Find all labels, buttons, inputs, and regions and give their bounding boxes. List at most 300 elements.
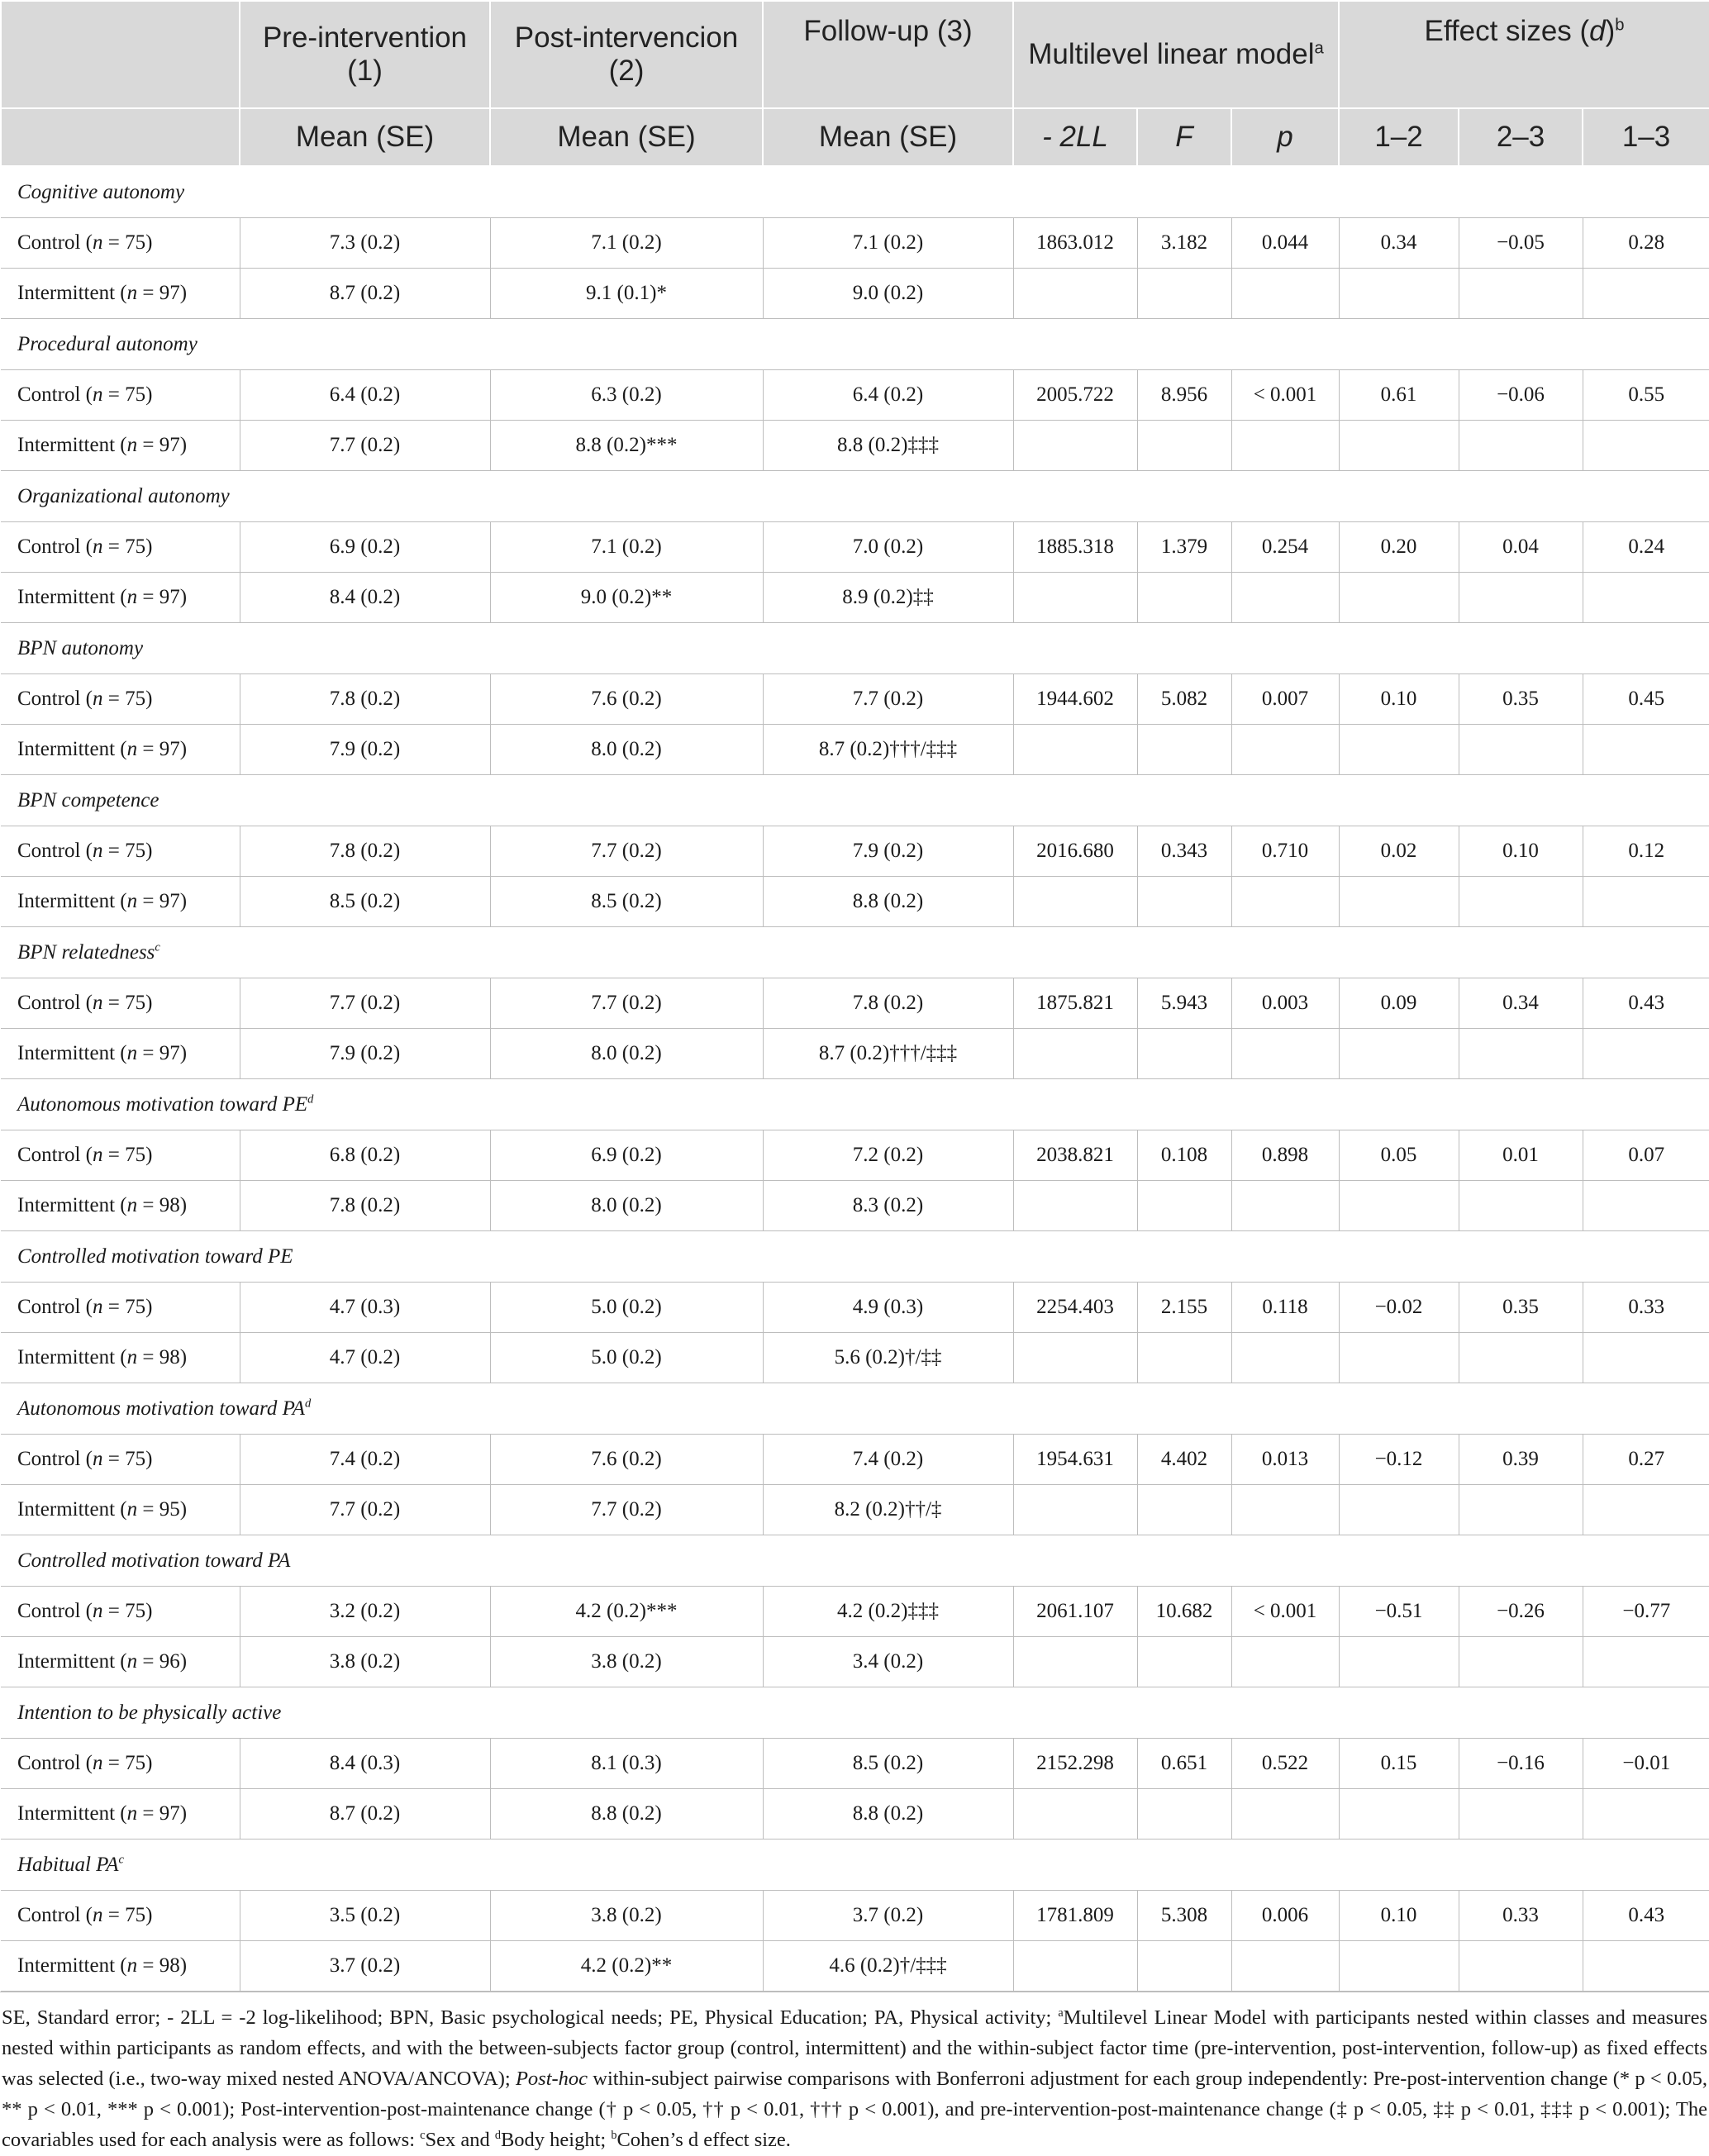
effect-1-2-cell — [1339, 1941, 1459, 1992]
section-title — [1, 1231, 1709, 1283]
table-row — [1, 421, 1709, 471]
table-row — [1, 1333, 1709, 1383]
post-mean-cell: 3.8 (0.2) — [490, 1891, 763, 1941]
section-header-row — [1, 319, 1709, 370]
post-mean-cell: 8.8 (0.2) — [490, 1789, 763, 1840]
f-value-cell — [1137, 1789, 1231, 1840]
table-row — [1, 725, 1709, 775]
section-title — [1, 1079, 1709, 1130]
post-mean-cell: 9.1 (0.1)* — [490, 269, 763, 319]
effect-1-2-cell — [1339, 725, 1459, 775]
table-row — [1, 1637, 1709, 1687]
effect-1-2-cell — [1339, 1485, 1459, 1535]
effect-1-2-cell: −0.51 — [1339, 1587, 1459, 1637]
follow-mean-cell: 3.7 (0.2) — [763, 1891, 1013, 1941]
effect-2-3-cell — [1459, 877, 1583, 927]
p-value-cell: 0.898 — [1231, 1130, 1339, 1181]
section-header-row — [1, 623, 1709, 674]
effect-1-2-cell — [1339, 1029, 1459, 1079]
effect-2-3-cell — [1459, 421, 1583, 471]
group-label: Intermittent (n = 95) — [1, 1485, 240, 1535]
effect-2-3-cell: −0.16 — [1459, 1739, 1583, 1789]
pre-mean-cell: 8.7 (0.2) — [240, 269, 490, 319]
section-title-text: Autonomous motivation toward PA — [17, 1397, 305, 1420]
section-header-row — [1, 1079, 1709, 1130]
pre-mean-cell: 8.4 (0.2) — [240, 573, 490, 623]
f-value-cell: 0.343 — [1137, 826, 1231, 877]
post-mean-cell: 6.9 (0.2) — [490, 1130, 763, 1181]
f-value-cell — [1137, 1333, 1231, 1383]
effect-2-3-cell: 0.01 — [1459, 1130, 1583, 1181]
group-label: Control (n = 75) — [1, 218, 240, 269]
group-label: Control (n = 75) — [1, 674, 240, 725]
effect-1-2-cell: 0.05 — [1339, 1130, 1459, 1181]
section-title-text: Controlled motivation toward PA — [17, 1549, 291, 1572]
effect-2-3-cell — [1459, 1485, 1583, 1535]
effect-2-3-cell: −0.05 — [1459, 218, 1583, 269]
table-row — [1, 877, 1709, 927]
section-title-text: Controlled motivation toward PE — [17, 1245, 293, 1268]
p-value-cell — [1231, 1637, 1339, 1687]
effect-1-2-cell — [1339, 269, 1459, 319]
follow-mean-cell: 7.1 (0.2) — [763, 218, 1013, 269]
header-blank — [1, 1, 240, 108]
effect-1-2-cell — [1339, 1637, 1459, 1687]
group-label: Intermittent (n = 97) — [1, 421, 240, 471]
section-title — [1, 471, 1709, 522]
effect-2-3-cell: 0.34 — [1459, 978, 1583, 1029]
group-label: Intermittent (n = 97) — [1, 1789, 240, 1840]
table-row — [1, 269, 1709, 319]
effect-1-3-cell: 0.24 — [1583, 522, 1709, 573]
effect-1-2-cell: 0.20 — [1339, 522, 1459, 573]
effect-2-3-cell: 0.33 — [1459, 1891, 1583, 1941]
p-value-cell: 0.007 — [1231, 674, 1339, 725]
effect-1-3-cell — [1583, 1637, 1709, 1687]
pre-mean-cell: 6.8 (0.2) — [240, 1130, 490, 1181]
section-header-row — [1, 927, 1709, 978]
follow-mean-cell: 8.8 (0.2)‡‡‡ — [763, 421, 1013, 471]
effect-1-2-cell: 0.02 — [1339, 826, 1459, 877]
effect-2-3-cell: 0.35 — [1459, 1283, 1583, 1333]
effect-2-3-cell: −0.26 — [1459, 1587, 1583, 1637]
group-label: Control (n = 75) — [1, 1739, 240, 1789]
effect-1-2-cell: 0.10 — [1339, 674, 1459, 725]
pre-mean-cell: 3.2 (0.2) — [240, 1587, 490, 1637]
table-row — [1, 978, 1709, 1029]
section-title — [1, 1840, 1709, 1891]
table-row — [1, 1283, 1709, 1333]
post-mean-cell: 7.6 (0.2) — [490, 1435, 763, 1485]
table-row — [1, 1029, 1709, 1079]
effect-1-3-cell — [1583, 573, 1709, 623]
effect-2-3-cell — [1459, 725, 1583, 775]
effect-1-3-cell: 0.12 — [1583, 826, 1709, 877]
subheader-d23: 2–3 — [1459, 108, 1583, 166]
effect-1-2-cell — [1339, 1789, 1459, 1840]
group-label: Control (n = 75) — [1, 1587, 240, 1637]
minus-2ll-cell: 2152.298 — [1013, 1739, 1137, 1789]
effect-1-2-cell: 0.09 — [1339, 978, 1459, 1029]
f-value-cell: 5.943 — [1137, 978, 1231, 1029]
section-title — [1, 927, 1709, 978]
pre-mean-cell: 7.7 (0.2) — [240, 1485, 490, 1535]
follow-mean-cell: 8.5 (0.2) — [763, 1739, 1013, 1789]
effect-2-3-cell — [1459, 1181, 1583, 1231]
effect-1-2-cell: 0.34 — [1339, 218, 1459, 269]
section-header-row — [1, 1687, 1709, 1739]
p-value-cell — [1231, 1333, 1339, 1383]
effect-1-2-cell — [1339, 1181, 1459, 1231]
group-label: Control (n = 75) — [1, 1130, 240, 1181]
minus-2ll-cell: 1885.318 — [1013, 522, 1137, 573]
p-value-cell — [1231, 725, 1339, 775]
minus-2ll-cell — [1013, 573, 1137, 623]
section-header-row — [1, 1231, 1709, 1283]
effect-1-3-cell — [1583, 1029, 1709, 1079]
post-mean-cell: 5.0 (0.2) — [490, 1283, 763, 1333]
effect-1-3-cell — [1583, 1941, 1709, 1992]
effect-1-3-cell — [1583, 1333, 1709, 1383]
group-label: Intermittent (n = 98) — [1, 1941, 240, 1992]
p-value-cell: 0.522 — [1231, 1739, 1339, 1789]
effect-1-2-cell — [1339, 573, 1459, 623]
post-mean-cell: 9.0 (0.2)** — [490, 573, 763, 623]
group-label: Intermittent (n = 96) — [1, 1637, 240, 1687]
section-title-text: BPN relatedness — [17, 940, 155, 964]
follow-mean-cell: 5.6 (0.2)†/‡‡ — [763, 1333, 1013, 1383]
follow-mean-cell: 7.0 (0.2) — [763, 522, 1013, 573]
section-title — [1, 1687, 1709, 1739]
f-value-cell — [1137, 573, 1231, 623]
p-value-cell: 0.013 — [1231, 1435, 1339, 1485]
minus-2ll-cell: 1944.602 — [1013, 674, 1137, 725]
group-label: Intermittent (n = 97) — [1, 573, 240, 623]
p-value-cell — [1231, 877, 1339, 927]
post-mean-cell: 4.2 (0.2)*** — [490, 1587, 763, 1637]
minus-2ll-cell — [1013, 1333, 1137, 1383]
group-label: Intermittent (n = 97) — [1, 1029, 240, 1079]
f-value-cell: 0.108 — [1137, 1130, 1231, 1181]
post-mean-cell: 7.6 (0.2) — [490, 674, 763, 725]
subheader-d12: 1–2 — [1339, 108, 1459, 166]
follow-mean-cell: 4.2 (0.2)‡‡‡ — [763, 1587, 1013, 1637]
effect-2-3-cell: 0.35 — [1459, 674, 1583, 725]
follow-mean-cell: 9.0 (0.2) — [763, 269, 1013, 319]
minus-2ll-cell: 2016.680 — [1013, 826, 1137, 877]
follow-mean-cell: 7.7 (0.2) — [763, 674, 1013, 725]
p-value-cell: 0.006 — [1231, 1891, 1339, 1941]
group-label: Intermittent (n = 97) — [1, 269, 240, 319]
pre-mean-cell: 6.4 (0.2) — [240, 370, 490, 421]
header-multilevel-model: Multilevel linear model$^a$ — [1013, 1, 1339, 108]
f-value-cell — [1137, 1485, 1231, 1535]
subheader-mean-post: Mean (SE) — [490, 108, 763, 166]
minus-2ll-cell: 1781.809 — [1013, 1891, 1137, 1941]
f-value-cell — [1137, 1181, 1231, 1231]
minus-2ll-cell — [1013, 1941, 1137, 1992]
post-mean-cell: 8.0 (0.2) — [490, 725, 763, 775]
pre-mean-cell: 4.7 (0.3) — [240, 1283, 490, 1333]
pre-mean-cell: 7.3 (0.2) — [240, 218, 490, 269]
follow-mean-cell: 8.7 (0.2)†††/‡‡‡ — [763, 725, 1013, 775]
minus-2ll-cell — [1013, 1029, 1137, 1079]
section-title-superscript: d — [307, 1092, 314, 1107]
minus-2ll-cell — [1013, 1181, 1137, 1231]
pre-mean-cell: 3.5 (0.2) — [240, 1891, 490, 1941]
effect-1-2-cell: −0.12 — [1339, 1435, 1459, 1485]
effect-2-3-cell — [1459, 573, 1583, 623]
table-footnote: SE, Standard error; - 2LL = -2 log-likelihood; BPN, Basic psychological needs; PE, Physical Education; PA, Physical activity; $^a$Multilevel Linear Model with participants nested within classes and measures nested within participants as random effects, and with the between-subjects factor group (control, intermittent) and the within-subject factor time (pre-intervention, post-intervention, follow-up) as fixed effects was selected (i.e., two-way mixed nested ANOVA/ANCOVA); Post-hoc within-subject pairwise comparisons with Bonferroni adjustment for each group independently: Pre-post-intervention change (* p < 0.05, ** p < 0.01, *** p < 0.001); Post-intervention-post-maintenance change († p < 0.05, †† p < 0.01, ††† p < 0.001), and pre-intervention-post-maintenance change (‡ p < 0.05, ‡‡ p < 0.01, ‡‡‡ p < 0.001); The covariables used for each analysis were as follows: $^c$Sex and $^d$Body height; $^b$Cohen’s d effect size. — [0, 1992, 1709, 2155]
effect-2-3-cell: 0.10 — [1459, 826, 1583, 877]
post-mean-cell: 8.1 (0.3) — [490, 1739, 763, 1789]
p-value-cell — [1231, 421, 1339, 471]
effect-2-3-cell: −0.06 — [1459, 370, 1583, 421]
pre-mean-cell: 7.8 (0.2) — [240, 1181, 490, 1231]
pre-mean-cell: 7.9 (0.2) — [240, 1029, 490, 1079]
section-header-row — [1, 471, 1709, 522]
follow-mean-cell: 7.8 (0.2) — [763, 978, 1013, 1029]
follow-mean-cell: 8.8 (0.2) — [763, 1789, 1013, 1840]
p-value-cell: 0.003 — [1231, 978, 1339, 1029]
minus-2ll-cell: 2254.403 — [1013, 1283, 1137, 1333]
f-value-cell: 8.956 — [1137, 370, 1231, 421]
effect-1-2-cell: 0.10 — [1339, 1891, 1459, 1941]
f-value-cell: 10.682 — [1137, 1587, 1231, 1637]
follow-mean-cell: 8.7 (0.2)†††/‡‡‡ — [763, 1029, 1013, 1079]
effect-2-3-cell — [1459, 1333, 1583, 1383]
effect-2-3-cell — [1459, 1029, 1583, 1079]
pre-mean-cell: 3.8 (0.2) — [240, 1637, 490, 1687]
table-row — [1, 826, 1709, 877]
f-value-cell — [1137, 877, 1231, 927]
f-value-cell: 2.155 — [1137, 1283, 1231, 1333]
post-mean-cell: 5.0 (0.2) — [490, 1333, 763, 1383]
pre-mean-cell: 3.7 (0.2) — [240, 1941, 490, 1992]
follow-mean-cell: 7.9 (0.2) — [763, 826, 1013, 877]
section-title-superscript: c — [118, 1853, 124, 1867]
effect-1-3-cell: −0.01 — [1583, 1739, 1709, 1789]
section-header-row — [1, 166, 1709, 218]
minus-2ll-cell: 2005.722 — [1013, 370, 1137, 421]
p-value-cell — [1231, 573, 1339, 623]
table-row — [1, 1130, 1709, 1181]
header-pre-intervention: Pre-intervention (1) — [240, 1, 490, 108]
f-value-cell: 5.308 — [1137, 1891, 1231, 1941]
pre-mean-cell: 6.9 (0.2) — [240, 522, 490, 573]
effect-1-3-cell: 0.07 — [1583, 1130, 1709, 1181]
post-mean-cell: 7.7 (0.2) — [490, 1485, 763, 1535]
group-label: Intermittent (n = 97) — [1, 877, 240, 927]
group-label: Intermittent (n = 98) — [1, 1181, 240, 1231]
section-title-text: BPN autonomy — [17, 636, 144, 659]
header-follow-up: Follow-up (3) — [763, 1, 1013, 108]
post-mean-cell: 8.8 (0.2)*** — [490, 421, 763, 471]
f-value-cell: 3.182 — [1137, 218, 1231, 269]
table-body — [1, 166, 1709, 1992]
p-value-cell: 0.118 — [1231, 1283, 1339, 1333]
follow-mean-cell: 7.2 (0.2) — [763, 1130, 1013, 1181]
subheader-mean-follow: Mean (SE) — [763, 108, 1013, 166]
section-header-row — [1, 1840, 1709, 1891]
pre-mean-cell: 8.4 (0.3) — [240, 1739, 490, 1789]
subheader-mean-pre: Mean (SE) — [240, 108, 490, 166]
post-mean-cell: 7.7 (0.2) — [490, 826, 763, 877]
effect-2-3-cell — [1459, 1637, 1583, 1687]
section-header-row — [1, 1535, 1709, 1587]
post-mean-cell: 8.0 (0.2) — [490, 1029, 763, 1079]
section-title — [1, 1535, 1709, 1587]
f-value-cell — [1137, 1941, 1231, 1992]
section-header-row — [1, 1383, 1709, 1435]
table-row — [1, 1181, 1709, 1231]
table-row — [1, 522, 1709, 573]
group-label: Control (n = 75) — [1, 826, 240, 877]
subheader-2ll: - 2LL — [1013, 108, 1137, 166]
effect-1-3-cell: 0.45 — [1583, 674, 1709, 725]
table-row — [1, 1941, 1709, 1992]
p-value-cell — [1231, 1181, 1339, 1231]
effect-1-2-cell: −0.02 — [1339, 1283, 1459, 1333]
p-value-cell — [1231, 269, 1339, 319]
minus-2ll-cell — [1013, 1637, 1137, 1687]
effect-2-3-cell: 0.04 — [1459, 522, 1583, 573]
f-value-cell: 4.402 — [1137, 1435, 1231, 1485]
post-mean-cell: 4.2 (0.2)** — [490, 1941, 763, 1992]
group-label: Intermittent (n = 98) — [1, 1333, 240, 1383]
post-mean-cell: 7.1 (0.2) — [490, 218, 763, 269]
pre-mean-cell: 4.7 (0.2) — [240, 1333, 490, 1383]
effect-1-3-cell — [1583, 1485, 1709, 1535]
effect-1-3-cell — [1583, 1181, 1709, 1231]
effect-2-3-cell: 0.39 — [1459, 1435, 1583, 1485]
p-value-cell — [1231, 1485, 1339, 1535]
effect-1-3-cell: 0.43 — [1583, 1891, 1709, 1941]
follow-mean-cell: 4.6 (0.2)†/‡‡‡ — [763, 1941, 1013, 1992]
header-post-intervention: Post-intervencion (2) — [490, 1, 763, 108]
section-header-row — [1, 775, 1709, 826]
minus-2ll-cell: 1863.012 — [1013, 218, 1137, 269]
follow-mean-cell: 8.9 (0.2)‡‡ — [763, 573, 1013, 623]
pre-mean-cell: 7.4 (0.2) — [240, 1435, 490, 1485]
effect-1-2-cell — [1339, 421, 1459, 471]
post-mean-cell: 3.8 (0.2) — [490, 1637, 763, 1687]
subheader-f: F — [1137, 108, 1231, 166]
table-row — [1, 1587, 1709, 1637]
section-title — [1, 319, 1709, 370]
effect-1-3-cell: 0.43 — [1583, 978, 1709, 1029]
pre-mean-cell: 8.5 (0.2) — [240, 877, 490, 927]
section-title-superscript: c — [155, 940, 160, 954]
effect-1-3-cell — [1583, 1789, 1709, 1840]
section-title — [1, 623, 1709, 674]
f-value-cell — [1137, 421, 1231, 471]
post-mean-cell: 7.7 (0.2) — [490, 978, 763, 1029]
effect-1-3-cell: −0.77 — [1583, 1587, 1709, 1637]
table-row — [1, 370, 1709, 421]
group-label: Intermittent (n = 97) — [1, 725, 240, 775]
table-row — [1, 1739, 1709, 1789]
group-label: Control (n = 75) — [1, 1435, 240, 1485]
f-value-cell: 1.379 — [1137, 522, 1231, 573]
section-title-text: Habitual PA — [17, 1853, 119, 1876]
table-row — [1, 1891, 1709, 1941]
section-title-text: Organizational autonomy — [17, 484, 230, 507]
subheader-d13: 1–3 — [1583, 108, 1709, 166]
pre-mean-cell: 7.7 (0.2) — [240, 978, 490, 1029]
p-value-cell: 0.044 — [1231, 218, 1339, 269]
post-mean-cell: 6.3 (0.2) — [490, 370, 763, 421]
p-value-cell: < 0.001 — [1231, 370, 1339, 421]
effect-1-3-cell — [1583, 421, 1709, 471]
table-row — [1, 1485, 1709, 1535]
header-effect-sizes: Effect sizes $(d)^b$ — [1339, 1, 1709, 108]
p-value-cell: 0.254 — [1231, 522, 1339, 573]
group-label: Control (n = 75) — [1, 522, 240, 573]
f-value-cell — [1137, 269, 1231, 319]
effect-1-3-cell: 0.33 — [1583, 1283, 1709, 1333]
p-value-cell: 0.710 — [1231, 826, 1339, 877]
effect-1-3-cell: 0.28 — [1583, 218, 1709, 269]
minus-2ll-cell — [1013, 1485, 1137, 1535]
p-value-cell — [1231, 1941, 1339, 1992]
minus-2ll-cell: 2038.821 — [1013, 1130, 1137, 1181]
subheader-p: p — [1231, 108, 1339, 166]
effect-1-2-cell: 0.61 — [1339, 370, 1459, 421]
pre-mean-cell: 7.8 (0.2) — [240, 826, 490, 877]
follow-mean-cell: 8.8 (0.2) — [763, 877, 1013, 927]
section-title — [1, 166, 1709, 218]
group-label: Control (n = 75) — [1, 1283, 240, 1333]
follow-mean-cell: 7.4 (0.2) — [763, 1435, 1013, 1485]
f-value-cell — [1137, 1029, 1231, 1079]
section-title-text: Autonomous motivation toward PE — [17, 1092, 308, 1116]
follow-mean-cell: 8.3 (0.2) — [763, 1181, 1013, 1231]
minus-2ll-cell — [1013, 421, 1137, 471]
group-label: Control (n = 75) — [1, 1891, 240, 1941]
table-row — [1, 1789, 1709, 1840]
effect-1-3-cell — [1583, 877, 1709, 927]
p-value-cell: < 0.001 — [1231, 1587, 1339, 1637]
pre-mean-cell: 8.7 (0.2) — [240, 1789, 490, 1840]
section-title-text: Procedural autonomy — [17, 332, 198, 355]
post-mean-cell: 8.0 (0.2) — [490, 1181, 763, 1231]
follow-mean-cell: 8.2 (0.2)††/‡ — [763, 1485, 1013, 1535]
f-value-cell: 5.082 — [1137, 674, 1231, 725]
minus-2ll-cell — [1013, 269, 1137, 319]
post-mean-cell: 8.5 (0.2) — [490, 877, 763, 927]
effect-1-3-cell — [1583, 269, 1709, 319]
f-value-cell — [1137, 725, 1231, 775]
effect-2-3-cell — [1459, 1941, 1583, 1992]
effect-1-2-cell: 0.15 — [1339, 1739, 1459, 1789]
follow-mean-cell: 4.9 (0.3) — [763, 1283, 1013, 1333]
effect-1-3-cell: 0.27 — [1583, 1435, 1709, 1485]
minus-2ll-cell: 1875.821 — [1013, 978, 1137, 1029]
minus-2ll-cell — [1013, 877, 1137, 927]
section-title-text: BPN competence — [17, 788, 159, 811]
p-value-cell — [1231, 1789, 1339, 1840]
minus-2ll-cell: 1954.631 — [1013, 1435, 1137, 1485]
table-row — [1, 1435, 1709, 1485]
minus-2ll-cell: 2061.107 — [1013, 1587, 1137, 1637]
table-row — [1, 674, 1709, 725]
effect-1-3-cell: 0.55 — [1583, 370, 1709, 421]
follow-mean-cell: 3.4 (0.2) — [763, 1637, 1013, 1687]
table-row — [1, 218, 1709, 269]
group-label: Control (n = 75) — [1, 978, 240, 1029]
f-value-cell: 0.651 — [1137, 1739, 1231, 1789]
